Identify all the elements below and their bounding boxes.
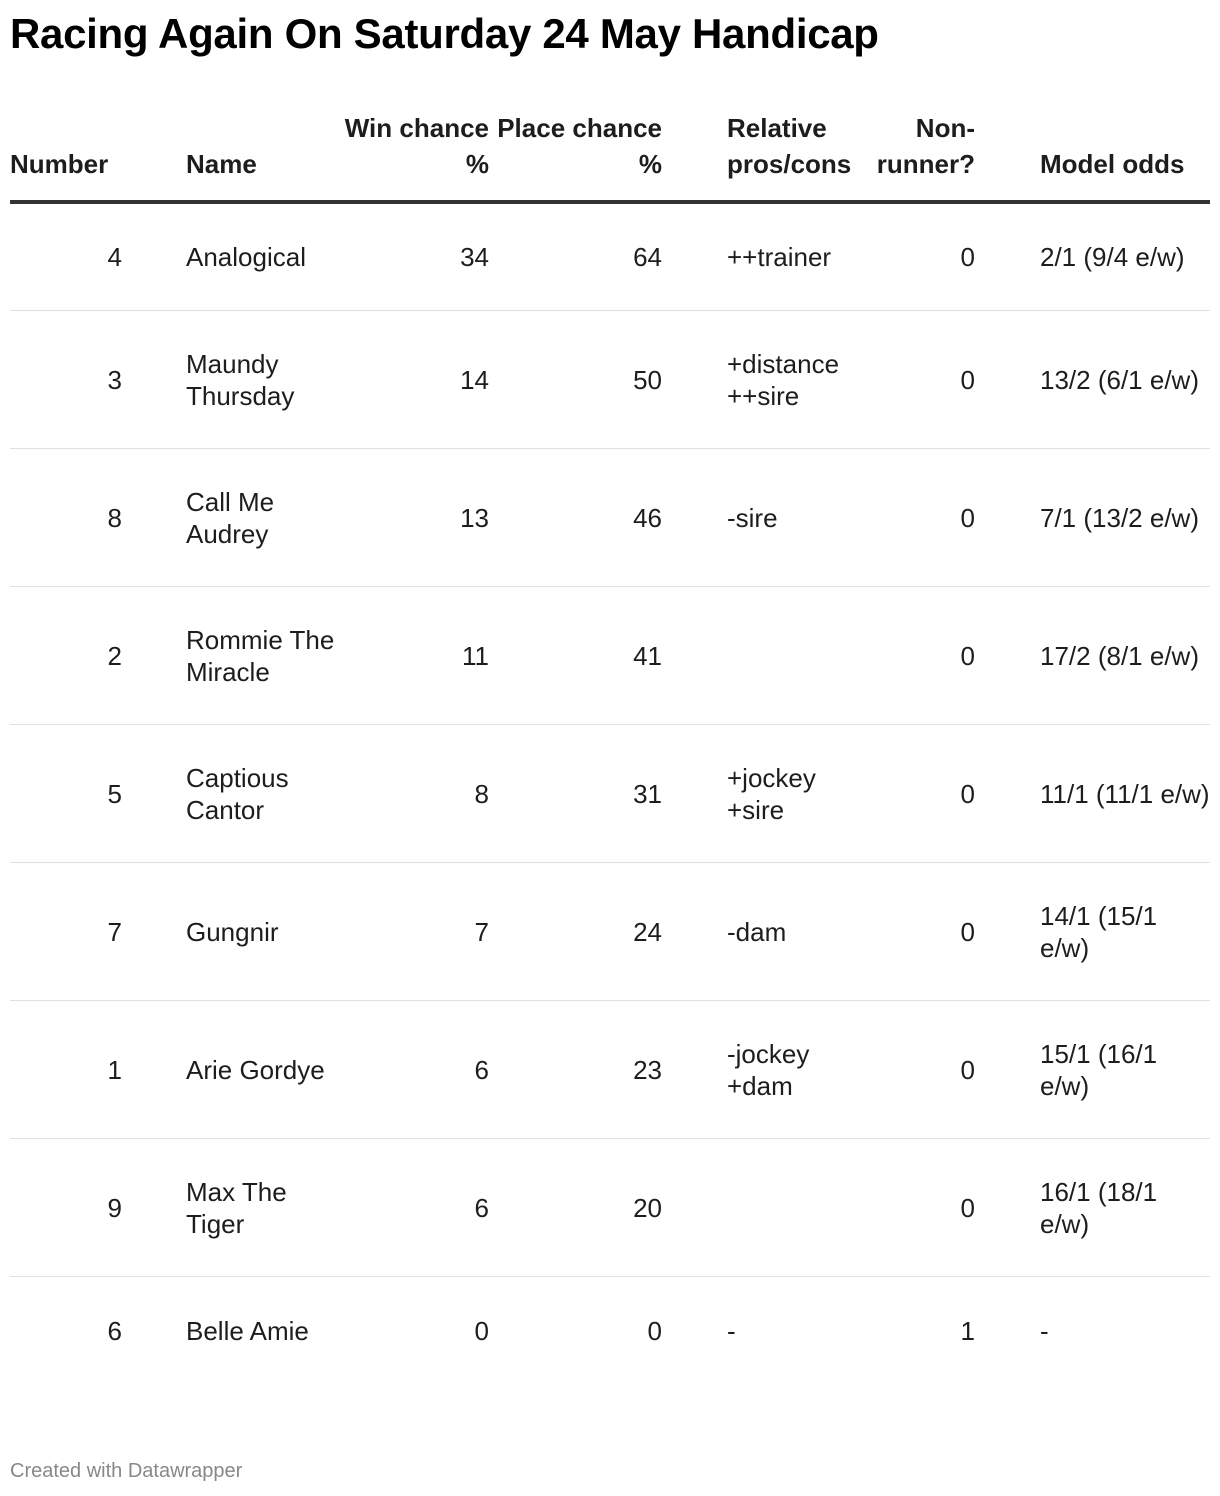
model-odds-cell: 2/1 (9/4 e/w) (975, 202, 1210, 311)
name-cell: Gungnir (186, 863, 336, 1001)
place-chance-cell: 46 (489, 449, 662, 587)
pros-cons-cell: - (727, 1316, 736, 1346)
place-chance-cell: 31 (489, 725, 662, 863)
model-odds-cell: 17/2 (8/1 e/w) (975, 587, 1210, 725)
column-header-name[interactable]: Name (186, 110, 336, 202)
model-odds-cell: 14/1 (15/1 e/w) (975, 863, 1210, 1001)
pros-cons-cell: -jockey +dam (662, 1001, 842, 1139)
table-row (10, 1139, 1210, 1277)
pros-cons-cell: -dam (662, 863, 842, 1001)
number-cell: 1 (10, 1001, 186, 1139)
name-cell: Max The Tiger (186, 1139, 336, 1277)
place-chance-cell: 23 (489, 1001, 662, 1139)
name-cell: Call Me Audrey (186, 449, 336, 587)
name-cell: Arie Gordye (186, 1001, 336, 1139)
model-odds-cell: - (1040, 1316, 1049, 1346)
pros-cons-cell (662, 1139, 842, 1277)
footer-credit: Created with Datawrapper (10, 1460, 243, 1482)
win-chance-cell: 6 (336, 1139, 489, 1277)
place-chance-cell: 64 (489, 202, 662, 311)
model-odds-cell: 7/1 (13/2 e/w) (975, 449, 1210, 587)
place-chance-cell: 0 (647, 1316, 662, 1346)
chart-title: Racing Again On Saturday 24 May Handicap (10, 10, 879, 57)
win-chance-cell: 14 (336, 311, 489, 449)
table-row (10, 449, 1210, 587)
name-cell: Maundy Thursday (186, 311, 336, 449)
name-cell: Captious Cantor (186, 725, 336, 863)
table-row (10, 1277, 1210, 1386)
pros-cons-cell: ++trainer (662, 202, 842, 311)
column-header-place-chance[interactable]: Place chance % (489, 110, 662, 202)
column-header-model-odds[interactable]: Model odds (975, 110, 1210, 202)
model-odds-cell: 13/2 (6/1 e/w) (975, 311, 1210, 449)
non-runner-cell: 0 (842, 1139, 975, 1277)
pros-cons-cell: +jockey +sire (662, 725, 842, 863)
win-chance-cell: 7 (336, 863, 489, 1001)
win-chance-cell: 34 (336, 202, 489, 311)
non-runner-cell: 0 (842, 587, 975, 725)
place-chance-cell: 50 (489, 311, 662, 449)
pros-cons-cell: +distance ++sire (662, 311, 842, 449)
place-chance-cell: 41 (489, 587, 662, 725)
name-cell: Belle Amie (186, 1316, 309, 1346)
name-cell: Rommie The Miracle (186, 587, 336, 725)
non-runner-cell: 1 (960, 1316, 975, 1346)
column-header-win-chance[interactable]: Win chance % (336, 110, 489, 202)
non-runner-cell: 0 (842, 311, 975, 449)
number-cell: 8 (10, 449, 186, 587)
win-chance-cell: 6 (336, 1001, 489, 1139)
place-chance-cell: 20 (489, 1139, 662, 1277)
runners-table (10, 110, 1210, 1385)
table-header-row (10, 110, 1210, 202)
pros-cons-cell (662, 587, 842, 725)
column-header-pros-cons[interactable]: Relative pros/cons (662, 110, 842, 202)
number-cell: 4 (10, 202, 186, 311)
number-cell: 6 (107, 1316, 122, 1346)
non-runner-cell: 0 (842, 449, 975, 587)
number-cell: 2 (10, 587, 186, 725)
non-runner-cell: 0 (842, 863, 975, 1001)
model-odds-cell: 15/1 (16/1 e/w) (975, 1001, 1210, 1139)
win-chance-cell: 13 (336, 449, 489, 587)
number-cell: 5 (10, 725, 186, 863)
model-odds-cell: 11/1 (11/1 e/w) (975, 725, 1210, 863)
name-cell: Analogical (186, 202, 336, 311)
place-chance-cell: 24 (489, 863, 662, 1001)
table-row (10, 202, 1210, 311)
table-row (10, 863, 1210, 1001)
win-chance-cell: 0 (474, 1316, 489, 1346)
table-row (10, 311, 1210, 449)
win-chance-cell: 11 (336, 587, 489, 725)
pros-cons-cell: -sire (662, 449, 842, 587)
number-cell: 7 (10, 863, 186, 1001)
table-row (10, 587, 1210, 725)
table-row (10, 725, 1210, 863)
column-header-number[interactable]: Number (10, 110, 186, 202)
number-cell: 9 (10, 1139, 186, 1277)
model-odds-cell: 16/1 (18/1 e/w) (975, 1139, 1210, 1277)
win-chance-cell: 8 (336, 725, 489, 863)
non-runner-cell: 0 (842, 202, 975, 311)
non-runner-cell: 0 (842, 1001, 975, 1139)
non-runner-cell: 0 (842, 725, 975, 863)
table-body (10, 202, 1210, 1385)
column-header-non-runner[interactable]: Non-runner? (842, 110, 975, 202)
number-cell: 3 (10, 311, 186, 449)
table-row (10, 1001, 1210, 1139)
